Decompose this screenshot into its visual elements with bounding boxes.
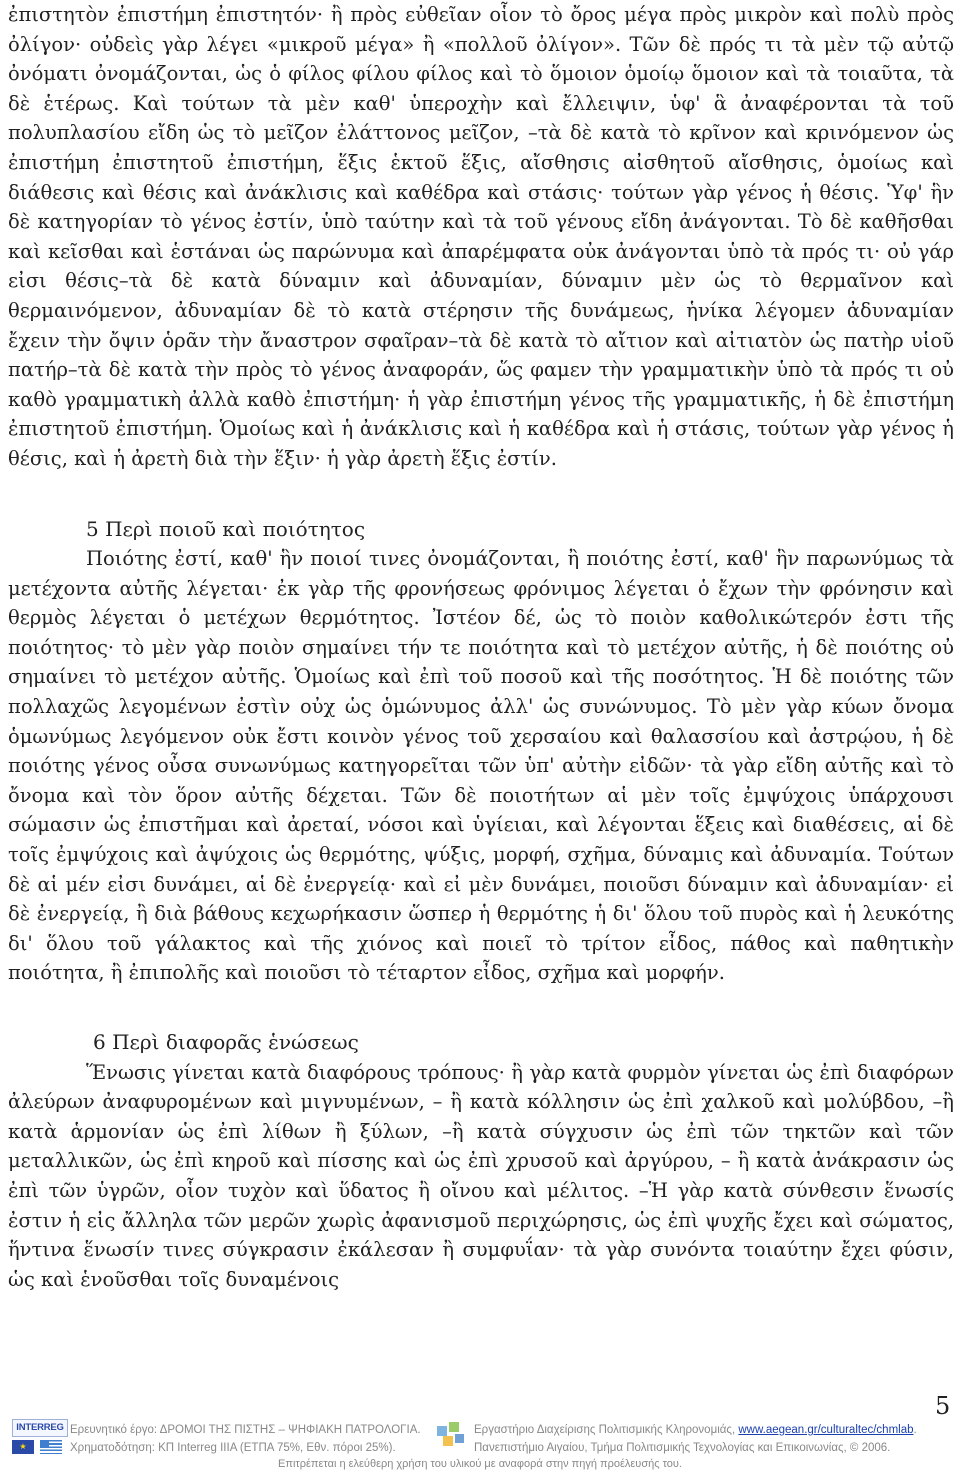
section-5-heading: 5 Περὶ ποιοῦ καὶ ποιότητος bbox=[86, 516, 366, 541]
page-footer bbox=[0, 1418, 960, 1477]
footer-rights-line: Επιτρέπεται η ελεύθερη χρήση του υλικού με αναφορά στην πηγή προέλευσής του. bbox=[278, 1458, 682, 1470]
footer-funding-info bbox=[70, 1421, 421, 1457]
lab-website-link[interactable]: www.aegean.gr/culturaltec/chmlab bbox=[738, 1424, 914, 1436]
section-6-heading: 6 Περὶ διαφορᾶς ἑνώσεως bbox=[93, 1030, 359, 1054]
greek-flag-icon bbox=[40, 1440, 62, 1454]
page-body bbox=[8, 0, 954, 1294]
interreg-logo: INTERREG bbox=[12, 1419, 68, 1437]
footer-project-line: Ερευνητικό έργο: ΔΡΟΜΟΙ ΤΗΣ ΠΙΣΤΗΣ – ΨΗΦΙΑΚΗ ΠΑΤΡΟΛΟΓΙΑ. bbox=[70, 1424, 421, 1436]
page-number: 5 bbox=[935, 1392, 951, 1420]
section-6-paragraph: Ἕνωσις γίνεται κατὰ διαφόρους τρόπους· ἢ γὰρ κατὰ φυρμὸν γίνεται ὡς ἐπὶ διαφόρων ἀλεύρων ἀναφυρομένων καὶ μιγνυμένων, – ἢ κατὰ κόλλησιν ὡς ἐπὶ χαλκοῦ καὶ μολύβδου, –ἢ κατὰ ἁρμονίαν ὡς ἐπὶ λίθων ἢ ξύλων, –ἢ κατὰ σύγχυσιν ὡς ἐπὶ τῶν τηκτῶν καὶ τῶν μεταλλικῶν, ὡς ἐπὶ κηροῦ καὶ πίσσης καὶ ὡς ἐπὶ χρυσοῦ καὶ ἀργύρου, – ἢ κατὰ ἀνάκρασιν ὡς ἐπὶ τῶν ὑγρῶν, οἷον τυχὸν καὶ ὕδατος ἢ οἴνου καὶ μέλιτος. –Ἡ γὰρ κατὰ σύνθεσιν ἕνωσίς ἐστιν ἡ εἰς ἄλληλα τῶν μερῶν χωρὶς ἀφανισμοῦ περιχώρησις, ὡς ἐπὶ ψυχῆς ἔχει καὶ σώματος, ἥντινα ἕνωσίν τινες σύγκρασιν ἐκάλεσαν ἢ συμφυΐαν· τὰ γὰρ συνόντα τοιαύτην ἔχει φύσιν, ὡς καὶ ἑνοῦσθαι τοῖς δυναμένοις bbox=[8, 1060, 954, 1291]
eu-flag-icon: ★ bbox=[12, 1440, 34, 1454]
footer-lab-suffix: . bbox=[913, 1424, 917, 1436]
footer-lab-line bbox=[474, 1421, 917, 1439]
footer-university-line: Πανεπιστήμιο Αιγαίου, Τμήμα Πολιτισμικής Τεχνολογίας και Επικοινωνίας, © 2006. bbox=[474, 1442, 891, 1454]
footer-lab-info bbox=[474, 1421, 917, 1457]
footer-funding-line: Χρηματοδότηση: ΚΠ Interreg IIIA (ΕΤΠΑ 75%, Εθν. πόροι 25%). bbox=[70, 1442, 396, 1454]
paragraph-continued: ἐπιστητὸν ἐπιστήμη ἐπιστητόν· ἢ πρὸς εὐθεῖαν οἷον τὸ ὄρος μέγα πρὸς μικρὸν καὶ πολὺ πρὸς ὀλίγον· οὐδεὶς γὰρ λέγει «μικροῦ μέγα» ἢ «πολλοῦ ὀλίγον». Τῶν δὲ πρός τι τὰ μὲν τῷ αὐτῷ ὀνόματι ὀνομάζονται, ὡς ὁ φίλος φίλου φίλος καὶ τὸ ὅμοιον ὁμοίῳ ὅμοιον καὶ τὰ τοιαῦτα, τὰ δὲ ἑτέρως. Καὶ τούτων τὰ μὲν καθ' ὑπεροχὴν καὶ ἔλλειψιν, ὑφ' ἃ ἀναφέρονται τὰ τοῦ πολυπλασίου εἴδη ὡς τὸ μεῖζον ἐλάττονος μεῖζον, –τὰ δὲ κατὰ τὸ κρῖνον καὶ κρινόμενον ὡς ἐπιστήμη ἐπιστητοῦ ἐπιστήμη, ἕξις ἑκτοῦ ἕξις, αἴσθησις αἰσθητοῦ αἴσθησις, ὁμοίως καὶ διάθεσις καὶ θέσις καὶ ἀνάκλισις καὶ καθέδρα καὶ στάσις· τούτων γὰρ γένος ἡ θέσις. Ὑφ' ἣν δὲ κατηγορίαν τὸ γένος ἐστίν, ὑπὸ ταύτην καὶ τὰ τοῦ γένους εἴδη ἀνάγονται. Τὸ δὲ καθῆσθαι καὶ κεῖσθαι καὶ ἑστάναι ὡς παρώνυμα καὶ ἀπαρέμφατα οὐκ ἀνάγονται ὑπὸ τὰ πρός τι· οὐ γάρ εἰσι θέσις–τὰ δὲ κατὰ δύναμιν καὶ ἀδυναμίαν, δύναμιν μὲν ὡς τὸ θερμαῖνον καὶ θερμαινόμενον, ἀδυναμίαν δὲ τὸ κατὰ στέρησιν τῆς δυνάμεως, ἡνίκα λέγομεν ἀδυναμίαν ἔχειν τὴν ὄψιν ὁρᾶν τὴν ἄναστρον σφαῖραν–τὰ δὲ κατὰ τὸ αἴτιον καὶ αἰτιατὸν ὡς πατὴρ υἱοῦ πατήρ–τὰ δὲ κατὰ τὴν πρὸς τὸ γένος ἀναφοράν, ὥς φαμεν τὴν γραμματικὴν ὑπὸ τὰ πρός τι οὐ καθὸ γραμματικὴ ἀλλὰ καθὸ ἐπιστήμη· ἡ γὰρ ἐπιστήμη γένος τῆς γραμματικῆς, ἡ δὲ ἐπιστήμη ἐπιστητοῦ ἐπιστήμη. Ὁμοίως καὶ ἡ ἀνάκλισις καὶ ἡ καθέδρα καὶ ἡ στάσις, τούτων γὰρ γένος ἡ θέσις, καὶ ἡ ἀρετὴ διὰ τὴν ἕξιν· ἡ γὰρ ἀρετὴ ἕξις ἐστίν. bbox=[8, 3, 954, 470]
section-5-paragraph: Ποιότης ἐστί, καθ' ἣν ποιοί τινες ὀνομάζονται, ἢ ποιότης ἐστί, καθ' ἣν παρωνύμως τὰ μετέχοντα αὐτῆς λέγεται· ἐκ γὰρ τῆς φρονήσεως φρόνιμος λέγεται ὁ ἔχων τὴν φρόνησιν καὶ θερμὸς λέγεται ὁ μετέχων θερμότητος. Ἰστέον δέ, ὡς τὸ ποιὸν καθολικώτερόν ἐστι τῆς ποιότητος· τὸ μὲν γὰρ ποιὸν σημαίνει τήν τε ποιότητα καὶ τὸ μετέχον αὐτῆς, ἡ δὲ ποιότης οὐ σημαίνει τὸ μετέχον αὐτῆς. Ὁμοίως καὶ ἐπὶ τοῦ ποσοῦ καὶ τῆς ποσότητος. Ἡ δὲ ποιότης τῶν πολλαχῶς λεγομένων ἐστὶν οὐχ ὡς ὁμώνυμος ἀλλ' ὡς συνώνυμος. Τὸ μὲν γὰρ κύων ὄνομα ὁμωνύμως λεγόμενον οὐκ ἔστι κοινὸν γένος τοῦ χερσαίου καὶ θαλασσίου καὶ ἀστρῴου, ἡ δὲ ποιότης γένος οὖσα συνωνύμως κατηγορεῖται τῶν ὑπ' αὐτὴν εἰδῶν· τὰ γὰρ εἴδη αὐτῆς καὶ τὸ ὄνομα καὶ τὸν ὅρον αὐτῆς δέχεται. Τῶν δὲ ποιοτήτων αἱ μὲν τοῖς ἐμψύχοις ὑπάρχουσι σώμασιν ὡς ἐπιστῆμαι καὶ ἀρεταί, νόσοι καὶ ὑγίειαι, καὶ λέγονται ἕξεις καὶ διαθέσεις, αἱ δὲ τοῖς ἐμψύχοις καὶ ἀψύχοις ὡς θερμότης, ψύξις, μορφή, σχῆμα, δύναμις καὶ ἀδυναμία. Τούτων δὲ αἱ μέν εἰσι δυνάμει, αἱ δὲ ἐνεργείᾳ· καὶ εἰ μὲν δυνάμει, ποιοῦσι δύναμιν καὶ ἀδυναμίαν· εἰ δὲ ἐνεργείᾳ, ἢ διὰ βάθους κεχωρήκασιν ὥσπερ ἡ θερμότης ἡ δι' ὅλου τοῦ πυρὸς καὶ ἡ λευκότης δι' ὅλου τοῦ γάλακτος καὶ τῆς χιόνος καὶ ποιεῖ τὸ τρίτον εἶδος, πάθος καὶ παθητικὴν ποιότητα, ἢ ἐπιπολῆς καὶ ποιοῦσι τὸ τέταρτον εἶδος, σχῆμα καὶ μορφήν. bbox=[8, 547, 954, 985]
footer-lab-label: Εργαστήριο Διαχείρισης Πολιτισμικής Κληρονομιάς, bbox=[474, 1424, 739, 1436]
aegean-university-logo-icon bbox=[436, 1420, 466, 1450]
